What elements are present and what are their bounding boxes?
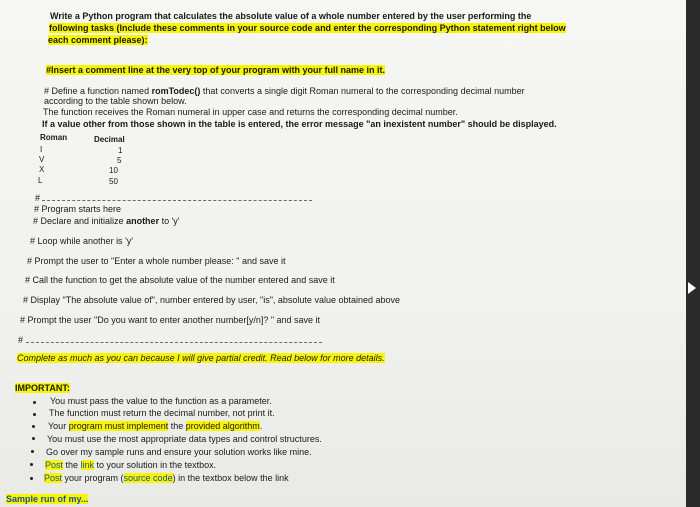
table-roman-4: L xyxy=(38,176,43,185)
define-line-4: If a value other from those shown in the table is entered, the error message "an inexistent number" should be displayed. xyxy=(42,119,557,129)
sample-run-text: Sample run of my... xyxy=(6,494,89,504)
important-bullet-7 xyxy=(44,473,289,484)
important-bullet-1: You must pass the value to the function as a parameter. xyxy=(50,396,272,406)
bullet-dot-4 xyxy=(32,437,35,440)
important-title-text: IMPORTANT: xyxy=(15,383,70,393)
bullet-dot-6 xyxy=(30,463,33,466)
complete-note xyxy=(17,353,385,364)
display-line: # Display "The absolute value of", number entered by user, "is", absolute value obtained above xyxy=(23,295,401,305)
important-bullet-6 xyxy=(45,460,216,471)
define-line-2: according to the table shown below. xyxy=(44,96,187,106)
intro-line-3 xyxy=(48,35,148,46)
screen-edge xyxy=(686,0,700,507)
declare-bold: another xyxy=(126,216,160,226)
important-bullet-3 xyxy=(48,421,262,432)
intro-line-3-text: each comment please): xyxy=(48,35,148,45)
table-header-decimal: Decimal xyxy=(94,135,125,144)
declare-line xyxy=(33,216,180,227)
important-bullet-2: The function must return the decimal number, not print it. xyxy=(49,408,275,418)
b7-mid: your program ( xyxy=(62,473,124,483)
intro-line-2-text: following tasks (Include these comments in your source code and enter the corresponding Python statement right below xyxy=(49,23,566,33)
table-roman-1: I xyxy=(40,145,43,154)
complete-note-text: Complete as much as you can because I will give partial credit. Read below for more details. xyxy=(17,353,385,363)
bullet-dot-7 xyxy=(30,477,33,480)
bullet-dot-5 xyxy=(31,450,34,453)
dashed-divider-top xyxy=(42,200,312,201)
declare-suffix: to 'y' xyxy=(159,216,180,226)
dashed-divider-bottom xyxy=(26,342,322,343)
b6-highlight-post: Post xyxy=(45,460,64,470)
define-line-3: The function receives the Roman numeral in upper case and returns the corresponding decimal number. xyxy=(43,107,458,117)
bullet-dot-2 xyxy=(33,413,36,416)
pointer-icon xyxy=(688,282,696,294)
b3-pre: Your xyxy=(48,421,69,431)
table-decimal-3: 10 xyxy=(109,166,118,175)
intro-line-1: Write a Python program that calculates the absolute value of a whole number entered by the user performing the xyxy=(50,11,532,21)
table-roman-2: V xyxy=(39,155,45,164)
b7-end: ) in the textbox below the link xyxy=(172,473,289,483)
call-function-line: # Call the function to get the absolute value of the number entered and save it xyxy=(25,275,335,285)
b6-mid: the xyxy=(63,460,81,470)
declare-prefix: # Declare and initialize xyxy=(33,216,127,226)
b3-highlight-algorithm: provided algorithm xyxy=(185,421,260,431)
important-title xyxy=(15,383,70,394)
insert-comment-text: #Insert a comment line at the very top of your program with your full name in it. xyxy=(46,65,386,75)
b7-highlight-source-code: source code xyxy=(123,473,173,483)
define-prefix: # Define a function named xyxy=(44,86,152,96)
program-starts-line: # Program starts here xyxy=(34,204,122,214)
loop-line: # Loop while another is 'y' xyxy=(30,236,133,246)
b3-mid: the xyxy=(168,421,186,431)
b7-highlight-post: Post xyxy=(44,473,63,483)
table-decimal-2: 5 xyxy=(117,156,122,165)
program-hash-bottom: # xyxy=(18,335,24,345)
b6-end: to your solution in the textbox. xyxy=(94,460,217,470)
prompt-again-line: # Prompt the user "Do you want to enter another number[y/n]? " and save it xyxy=(20,315,321,325)
bullet-dot-3 xyxy=(32,425,35,428)
important-bullet-5: Go over my sample runs and ensure your solution works like mine. xyxy=(46,447,312,457)
table-decimal-4: 50 xyxy=(109,177,118,186)
table-decimal-1: 1 xyxy=(118,146,123,155)
sample-run-heading xyxy=(6,494,88,505)
important-bullet-4: You must use the most appropriate data types and control structures. xyxy=(47,434,322,444)
b3-highlight-program: program must implement xyxy=(68,421,169,431)
prompt-line: # Prompt the user to "Enter a whole number please: " and save it xyxy=(27,256,286,266)
table-roman-3: X xyxy=(39,165,45,174)
table-header-roman: Roman xyxy=(40,133,68,142)
define-suffix: that converts a single digit Roman numeral to the corresponding decimal number xyxy=(200,86,525,96)
insert-comment-line xyxy=(46,65,385,76)
intro-line-2 xyxy=(49,23,566,34)
b6-highlight-link: link xyxy=(80,460,95,470)
b3-end: . xyxy=(259,421,263,431)
bullet-dot-1 xyxy=(33,401,36,404)
program-hash-top: # xyxy=(35,193,41,203)
define-func-name: romTodec() xyxy=(151,86,201,96)
